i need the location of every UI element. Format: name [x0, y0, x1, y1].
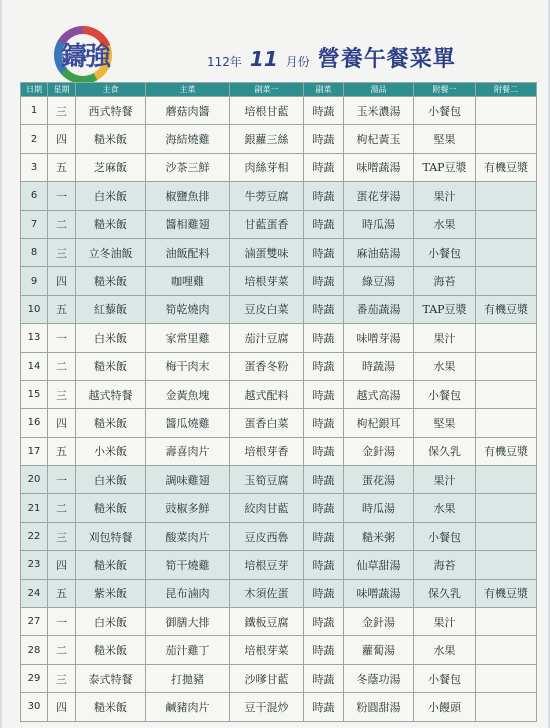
- cell-staple: 立冬油飯: [76, 238, 146, 266]
- cell-weekday: 二: [48, 352, 76, 380]
- cell-soup: 味噌蔬湯: [344, 153, 414, 181]
- cell-staple: 西式特餐: [76, 97, 146, 125]
- cell-staple: 白米飯: [76, 466, 146, 494]
- page-title: [207, 42, 456, 72]
- cell-date: 3: [21, 153, 48, 181]
- title-main: 營養午餐菜單: [317, 46, 456, 72]
- cell-extra-1: 保久乳: [414, 437, 476, 465]
- cell-side-dish-1: 鐵板豆腐: [230, 608, 304, 636]
- cell-staple: 糙米飯: [76, 551, 146, 579]
- cell-extra-2: [476, 380, 537, 408]
- cell-extra-2: 有機豆漿: [476, 437, 537, 465]
- cell-main-dish: 醬相雞翅: [146, 210, 230, 238]
- cell-main-dish: 椒鹽魚排: [146, 182, 230, 210]
- cell-extra-1: 果汁: [414, 608, 476, 636]
- cell-weekday: 五: [48, 295, 76, 323]
- cell-extra-2: [476, 608, 537, 636]
- cell-weekday: 五: [48, 437, 76, 465]
- cell-extra-2: [476, 693, 537, 721]
- cell-side-dish: 時蔬: [304, 267, 344, 295]
- cell-extra-2: [476, 182, 537, 210]
- table-row: [21, 494, 537, 522]
- cell-weekday: 一: [48, 608, 76, 636]
- cell-weekday: 三: [48, 238, 76, 266]
- cell-soup: 糙米粥: [344, 522, 414, 550]
- cell-soup: 時蔬湯: [344, 352, 414, 380]
- cell-staple: 紅藜飯: [76, 295, 146, 323]
- cell-date: 2: [21, 125, 48, 153]
- cell-date: 21: [21, 494, 48, 522]
- table-row: [21, 238, 537, 266]
- cell-extra-2: [476, 551, 537, 579]
- table-row: [21, 579, 537, 607]
- cell-extra-2: 有機豆漿: [476, 295, 537, 323]
- cell-weekday: 三: [48, 97, 76, 125]
- cell-soup: 冬蔭功湯: [344, 664, 414, 692]
- cell-main-dish: 醬瓜燒雞: [146, 409, 230, 437]
- cell-extra-2: 有機豆漿: [476, 579, 537, 607]
- cell-side-dish-1: 牛蒡豆腐: [230, 182, 304, 210]
- table-row: [21, 608, 537, 636]
- cell-side-dish-1: 蛋香冬粉: [230, 352, 304, 380]
- table-row: [21, 324, 537, 352]
- cell-soup: 越式高湯: [344, 380, 414, 408]
- cell-soup: 蛋花湯: [344, 466, 414, 494]
- cell-extra-2: [476, 636, 537, 664]
- cell-extra-1: 小餐包: [414, 238, 476, 266]
- cell-side-dish-1: 越式配料: [230, 380, 304, 408]
- cell-staple: 白米飯: [76, 324, 146, 352]
- table-row: [21, 693, 537, 721]
- cell-extra-1: TAP豆漿: [414, 153, 476, 181]
- cell-main-dish: 海結燒雞: [146, 125, 230, 153]
- cell-staple: 刈包特餐: [76, 522, 146, 550]
- header-staple: 主食: [76, 83, 146, 97]
- logo-glyph: 鑄強: [60, 42, 109, 72]
- cell-side-dish-1: 肉絲芽相: [230, 153, 304, 181]
- table-row: [21, 522, 537, 550]
- cell-extra-1: 果汁: [414, 182, 476, 210]
- menu-table: [20, 82, 537, 722]
- cell-date: 13: [21, 324, 48, 352]
- cell-soup: 蘿蔔湯: [344, 636, 414, 664]
- cell-weekday: 一: [48, 324, 76, 352]
- cell-side-dish: 時蔬: [304, 409, 344, 437]
- cell-extra-2: [476, 522, 537, 550]
- header-date: 日期: [21, 83, 48, 97]
- cell-extra-1: 小餐包: [414, 522, 476, 550]
- cell-weekday: 四: [48, 551, 76, 579]
- cell-soup: 粉圓甜湯: [344, 693, 414, 721]
- cell-extra-1: 水果: [414, 636, 476, 664]
- header-extra-1: 附餐一: [414, 83, 476, 97]
- cell-weekday: 五: [48, 153, 76, 181]
- cell-weekday: 三: [48, 380, 76, 408]
- cell-date: 10: [21, 295, 48, 323]
- cell-main-dish: 筍乾燒肉: [146, 295, 230, 323]
- cell-side-dish-1: 豆皮西魯: [230, 522, 304, 550]
- cell-soup: 枸杞黃玉: [344, 125, 414, 153]
- cell-main-dish: 調味雞翅: [146, 466, 230, 494]
- cell-main-dish: 家常里雞: [146, 324, 230, 352]
- cell-main-dish: 沙茶三鮮: [146, 153, 230, 181]
- header-soup: 湯品: [344, 83, 414, 97]
- header-side-dish-1: 副菜一: [230, 83, 304, 97]
- cell-side-dish: 時蔬: [304, 551, 344, 579]
- table-row: [21, 125, 537, 153]
- cell-date: 24: [21, 579, 48, 607]
- cell-weekday: 二: [48, 210, 76, 238]
- cell-extra-2: [476, 238, 537, 266]
- header-weekday: 星期: [48, 83, 76, 97]
- cell-side-dish-1: 茄汁豆腐: [230, 324, 304, 352]
- cell-extra-1: 小餐包: [414, 380, 476, 408]
- cell-extra-1: 堅果: [414, 409, 476, 437]
- cell-date: 29: [21, 664, 48, 692]
- cell-side-dish: 時蔬: [304, 238, 344, 266]
- cell-soup: 麻油菇湯: [344, 238, 414, 266]
- cell-main-dish: 御膳大排: [146, 608, 230, 636]
- cell-date: 9: [21, 267, 48, 295]
- cell-main-dish: 鹹豬肉片: [146, 693, 230, 721]
- cell-staple: 越式特餐: [76, 380, 146, 408]
- cell-side-dish: 時蔬: [304, 437, 344, 465]
- cell-side-dish-1: 培根豆芽: [230, 551, 304, 579]
- cell-side-dish: 時蔬: [304, 295, 344, 323]
- cell-extra-2: [476, 267, 537, 295]
- cell-staple: 白米飯: [76, 182, 146, 210]
- cell-main-dish: 打拋豬: [146, 664, 230, 692]
- cell-weekday: 一: [48, 466, 76, 494]
- school-logo: [50, 26, 120, 88]
- cell-side-dish-1: 木須佐蛋: [230, 579, 304, 607]
- cell-side-dish: 時蔬: [304, 636, 344, 664]
- cell-side-dish-1: 培根芽菜: [230, 636, 304, 664]
- table-row: [21, 153, 537, 181]
- cell-staple: 芝麻飯: [76, 153, 146, 181]
- cell-date: 7: [21, 210, 48, 238]
- cell-date: 1: [21, 97, 48, 125]
- cell-date: 16: [21, 409, 48, 437]
- cell-side-dish-1: 豆皮白菜: [230, 295, 304, 323]
- cell-date: 6: [21, 182, 48, 210]
- table-row: [21, 182, 537, 210]
- cell-weekday: 四: [48, 125, 76, 153]
- cell-staple: 糙米飯: [76, 210, 146, 238]
- cell-staple: 白米飯: [76, 608, 146, 636]
- cell-side-dish: 時蔬: [304, 324, 344, 352]
- cell-extra-1: TAP豆漿: [414, 295, 476, 323]
- table-row: [21, 267, 537, 295]
- table-row: [21, 437, 537, 465]
- table-row: [21, 409, 537, 437]
- menu-table-body: [21, 97, 537, 722]
- cell-staple: 小米飯: [76, 437, 146, 465]
- title-year: 112年: [207, 55, 242, 69]
- cell-main-dish: 昆布滷肉: [146, 579, 230, 607]
- cell-soup: 時瓜湯: [344, 210, 414, 238]
- cell-extra-1: 小餐包: [414, 664, 476, 692]
- title-month-unit: 月份: [285, 55, 310, 69]
- cell-staple: 紫米飯: [76, 579, 146, 607]
- cell-date: 8: [21, 238, 48, 266]
- cell-soup: 蛋花芽湯: [344, 182, 414, 210]
- cell-date: 30: [21, 693, 48, 721]
- cell-side-dish-1: 培根芽菜: [230, 267, 304, 295]
- cell-side-dish: 時蔬: [304, 210, 344, 238]
- cell-main-dish: 酸菜肉片: [146, 522, 230, 550]
- table-header-row: [21, 83, 537, 97]
- cell-side-dish-1: 沙嗲甘藍: [230, 664, 304, 692]
- cell-soup: 時瓜湯: [344, 494, 414, 522]
- cell-main-dish: 蘑菇肉醬: [146, 97, 230, 125]
- cell-soup: 綠豆湯: [344, 267, 414, 295]
- cell-date: 14: [21, 352, 48, 380]
- title-month: 11: [249, 47, 278, 71]
- cell-main-dish: 茄汁雞丁: [146, 636, 230, 664]
- cell-extra-1: 堅果: [414, 125, 476, 153]
- cell-extra-1: 保久乳: [414, 579, 476, 607]
- table-row: [21, 295, 537, 323]
- cell-weekday: 五: [48, 579, 76, 607]
- cell-staple: 糙米飯: [76, 636, 146, 664]
- header-side-dish: 副菜: [304, 83, 344, 97]
- cell-main-dish: 金黃魚塊: [146, 380, 230, 408]
- cell-extra-2: [476, 664, 537, 692]
- cell-extra-2: 有機豆漿: [476, 153, 537, 181]
- cell-side-dish-1: 滷蛋雙味: [230, 238, 304, 266]
- cell-date: 28: [21, 636, 48, 664]
- cell-staple: 糙米飯: [76, 409, 146, 437]
- table-row: [21, 97, 537, 125]
- cell-side-dish-1: 絞肉甘藍: [230, 494, 304, 522]
- cell-side-dish-1: 玉筍豆腐: [230, 466, 304, 494]
- cell-extra-1: 水果: [414, 494, 476, 522]
- cell-side-dish: 時蔬: [304, 693, 344, 721]
- cell-date: 27: [21, 608, 48, 636]
- cell-extra-1: 水果: [414, 210, 476, 238]
- cell-weekday: 二: [48, 636, 76, 664]
- cell-extra-1: 水果: [414, 352, 476, 380]
- cell-side-dish: 時蔬: [304, 182, 344, 210]
- cell-soup: 番茄蔬湯: [344, 295, 414, 323]
- cell-side-dish: 時蔬: [304, 579, 344, 607]
- menu-sheet: [2, 0, 548, 728]
- cell-extra-1: 小餐包: [414, 97, 476, 125]
- cell-soup: 味噌芽湯: [344, 324, 414, 352]
- cell-side-dish: 時蔬: [304, 153, 344, 181]
- table-row: [21, 210, 537, 238]
- cell-soup: 金針湯: [344, 608, 414, 636]
- cell-weekday: 三: [48, 522, 76, 550]
- cell-staple: 糙米飯: [76, 693, 146, 721]
- cell-staple: 糙米飯: [76, 494, 146, 522]
- cell-extra-2: [476, 97, 537, 125]
- cell-extra-2: [476, 352, 537, 380]
- cell-extra-1: 果汁: [414, 466, 476, 494]
- cell-soup: 味噌蔬湯: [344, 579, 414, 607]
- cell-side-dish-1: 培根芽香: [230, 437, 304, 465]
- cell-side-dish-1: 培根甘藍: [230, 97, 304, 125]
- cell-extra-2: [476, 494, 537, 522]
- cell-extra-2: [476, 125, 537, 153]
- table-row: [21, 664, 537, 692]
- cell-extra-2: [476, 409, 537, 437]
- cell-side-dish: 時蔬: [304, 352, 344, 380]
- cell-side-dish: 時蔬: [304, 494, 344, 522]
- cell-staple: 泰式特餐: [76, 664, 146, 692]
- cell-side-dish: 時蔬: [304, 466, 344, 494]
- cell-side-dish: 時蔬: [304, 608, 344, 636]
- table-row: [21, 466, 537, 494]
- cell-extra-1: 海苔: [414, 551, 476, 579]
- table-row: [21, 551, 537, 579]
- cell-extra-2: [476, 210, 537, 238]
- cell-side-dish: 時蔬: [304, 522, 344, 550]
- cell-staple: 糙米飯: [76, 352, 146, 380]
- cell-side-dish-1: 豆干混炒: [230, 693, 304, 721]
- cell-weekday: 四: [48, 267, 76, 295]
- cell-side-dish: 時蔬: [304, 125, 344, 153]
- cell-date: 22: [21, 522, 48, 550]
- header-extra-2: 附餐二: [476, 83, 537, 97]
- cell-weekday: 一: [48, 182, 76, 210]
- cell-main-dish: 梅干肉末: [146, 352, 230, 380]
- cell-soup: 玉米濃湯: [344, 97, 414, 125]
- cell-date: 15: [21, 380, 48, 408]
- cell-soup: 金針湯: [344, 437, 414, 465]
- cell-main-dish: 咖哩雞: [146, 267, 230, 295]
- cell-weekday: 三: [48, 664, 76, 692]
- cell-side-dish: 時蔬: [304, 664, 344, 692]
- table-row: [21, 380, 537, 408]
- cell-main-dish: 筍干燒雞: [146, 551, 230, 579]
- cell-extra-1: 果汁: [414, 324, 476, 352]
- cell-staple: 糙米飯: [76, 125, 146, 153]
- table-row: [21, 352, 537, 380]
- cell-date: 17: [21, 437, 48, 465]
- cell-extra-2: [476, 324, 537, 352]
- cell-weekday: 二: [48, 494, 76, 522]
- cell-extra-2: [476, 466, 537, 494]
- cell-date: 20: [21, 466, 48, 494]
- cell-side-dish-1: 銀蘿三絲: [230, 125, 304, 153]
- cell-main-dish: 壽喜肉片: [146, 437, 230, 465]
- cell-side-dish-1: 蛋香白菜: [230, 409, 304, 437]
- cell-extra-1: 小饅頭: [414, 693, 476, 721]
- cell-side-dish-1: 甘藍蛋香: [230, 210, 304, 238]
- cell-date: 23: [21, 551, 48, 579]
- cell-weekday: 四: [48, 693, 76, 721]
- cell-side-dish: 時蔬: [304, 380, 344, 408]
- cell-soup: 枸杞銀耳: [344, 409, 414, 437]
- cell-weekday: 四: [48, 409, 76, 437]
- cell-side-dish: 時蔬: [304, 97, 344, 125]
- cell-soup: 仙草甜湯: [344, 551, 414, 579]
- header-main-dish: 主菜: [146, 83, 230, 97]
- cell-staple: 糙米飯: [76, 267, 146, 295]
- cell-extra-1: 海苔: [414, 267, 476, 295]
- table-row: [21, 636, 537, 664]
- cell-main-dish: 油飯配料: [146, 238, 230, 266]
- cell-main-dish: 豉椒多鮮: [146, 494, 230, 522]
